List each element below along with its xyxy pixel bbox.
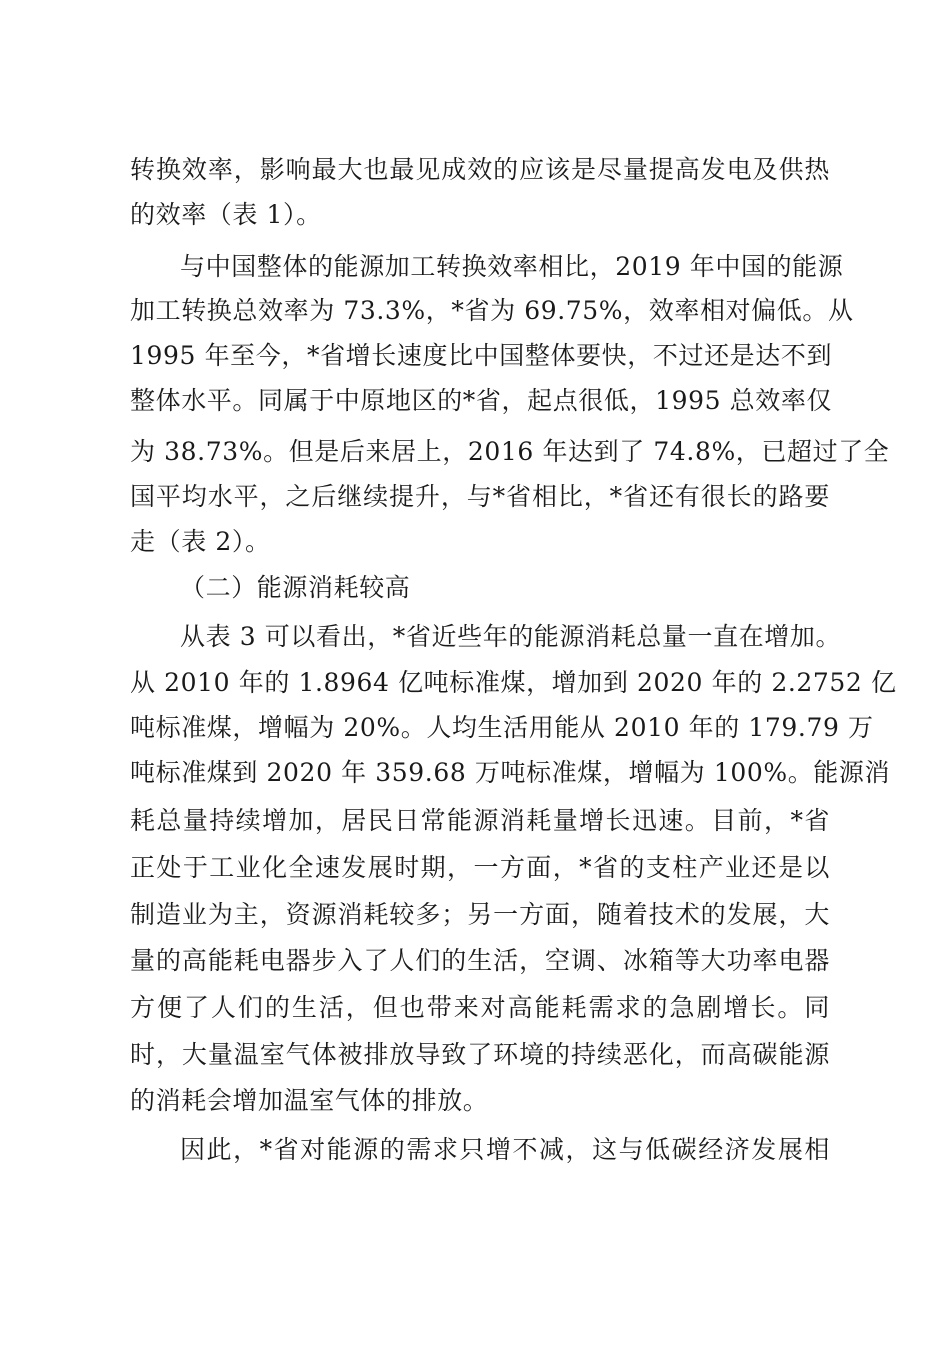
text-line: 整体水平。同属于中原地区的*省，起点很低，1995 总效率仅: [130, 386, 833, 415]
text-line: 吨标准煤，增幅为 20%。人均生活用能从 2010 年的 179.79 万: [130, 713, 874, 742]
text-line: 的消耗会增加温室气体的排放。: [130, 1086, 489, 1115]
text-line: 时，大量温室气体被排放导致了环境的持续恶化，而高碳能源: [130, 1040, 830, 1069]
section-heading: （二）能源消耗较高: [180, 573, 411, 602]
text-line: 1995 年至今，*省增长速度比中国整体要快，不过还是达不到: [130, 341, 833, 370]
text-line: 国平均水平，之后继续提升，与*省相比，*省还有很长的路要: [130, 482, 830, 511]
text-line: 走（表 2）。: [130, 527, 271, 556]
text-line: 从表 3 可以看出，*省近些年的能源消耗总量一直在增加。: [180, 622, 842, 651]
text-line: 耗总量持续增加，居民日常能源消耗量增长迅速。目前，*省: [130, 806, 830, 835]
text-line: 因此，*省对能源的需求只增不减，这与低碳经济发展相: [180, 1135, 830, 1164]
text-line: 方便了人们的生活，但也带来对高能耗需求的急剧增长。同: [130, 993, 830, 1022]
text-line: 吨标准煤到 2020 年 359.68 万吨标准煤，增幅为 100%。能源消: [130, 758, 891, 787]
text-line: 制造业为主，资源消耗较多；另一方面，随着技术的发展，大: [130, 900, 830, 929]
text-line: 的效率（表 1）。: [130, 200, 322, 229]
text-line: 为 38.73%。但是后来居上，2016 年达到了 74.8%，已超过了全: [130, 437, 890, 466]
text-line: 转换效率，影响最大也最见成效的应该是尽量提高发电及供热: [130, 155, 830, 184]
text-line: 加工转换总效率为 73.3%，*省为 69.75%，效率相对偏低。从: [130, 296, 854, 325]
text-line: 量的高能耗电器步入了人们的生活，空调、冰箱等大功率电器: [130, 946, 830, 975]
text-line: 从 2010 年的 1.8964 亿吨标准煤，增加到 2020 年的 2.2752 亿: [130, 668, 897, 697]
text-line: 正处于工业化全速发展时期，一方面，*省的支柱产业还是以: [130, 853, 830, 882]
text-line: 与中国整体的能源加工转换效率相比，2019 年中国的能源: [180, 252, 844, 281]
